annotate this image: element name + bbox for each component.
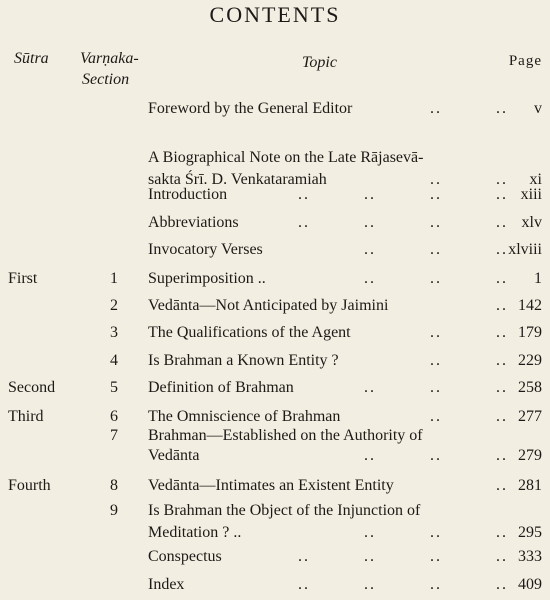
- row-topic: [148, 447, 508, 465]
- row-leader-dots: .. .. .. ..: [298, 548, 508, 565]
- row-sutra: Third: [8, 408, 44, 425]
- header-section: Section: [82, 71, 130, 88]
- row-page-number: 409: [518, 576, 542, 593]
- row-topic: [148, 379, 508, 397]
- row-topic-text: The Qualifications of the Agent: [148, 324, 351, 341]
- row-leader-dots: .. ..: [430, 100, 508, 117]
- header-page: Page: [508, 53, 542, 69]
- row-leader-dots: .. ..: [430, 352, 508, 369]
- row-leader-dots: .. ..: [430, 408, 508, 425]
- row-topic-text: Vedānta—Not Anticipated by Jaimini: [148, 297, 389, 314]
- row-page-number: 258: [518, 379, 542, 396]
- row-topic: [148, 477, 508, 495]
- row-topic: [148, 324, 508, 342]
- row-leader-dots: .. .. .. ..: [298, 186, 508, 203]
- header-sutra: Sūtra: [14, 50, 49, 67]
- row-page-number: xi: [529, 171, 542, 188]
- row-topic-text: Meditation ? ..: [148, 524, 242, 541]
- row-topic-text: Is Brahman the Object of the Injunction of: [148, 502, 421, 519]
- row-topic-text: Vedānta—Intimates an Existent Entity: [148, 477, 394, 494]
- row-page-number: 333: [518, 548, 542, 565]
- row-topic: [148, 214, 508, 232]
- row-leader-dots: .. ..: [430, 324, 508, 341]
- row-topic: [148, 297, 508, 315]
- row-topic-text: Index: [148, 576, 185, 593]
- row-topic: [148, 408, 508, 426]
- row-page-number: xlv: [521, 214, 542, 231]
- row-page-number: 229: [518, 352, 542, 369]
- row-section-number: 1: [110, 270, 118, 287]
- row-leader-dots: ..: [496, 477, 508, 494]
- row-topic-text: Conspectus: [148, 548, 222, 565]
- row-topic: [148, 524, 508, 542]
- row-topic-text: The Omniscience of Brahman: [148, 408, 341, 425]
- row-topic-text: Vedānta: [148, 447, 200, 464]
- row-section-number: 9: [110, 502, 118, 519]
- row-leader-dots: .. .. ..: [364, 379, 508, 396]
- row-section-number: 3: [110, 324, 118, 341]
- row-page-number: 179: [518, 324, 542, 341]
- row-topic: [148, 241, 508, 259]
- row-section-number: 4: [110, 352, 118, 369]
- row-topic-text: Foreword by the General Editor: [148, 100, 353, 117]
- row-topic: [148, 270, 508, 288]
- row-section-number: 8: [110, 477, 118, 494]
- row-leader-dots: .. .. ..: [364, 241, 508, 258]
- row-page-number: v: [534, 100, 542, 117]
- row-topic: [148, 149, 498, 167]
- row-page-number: 295: [518, 524, 542, 541]
- row-sutra: First: [8, 270, 38, 287]
- row-sutra: Fourth: [8, 477, 51, 494]
- row-page-number: 281: [518, 477, 542, 494]
- row-topic-text: Abbreviations: [148, 214, 239, 231]
- row-leader-dots: .. ..: [430, 171, 508, 188]
- row-leader-dots: .. .. ..: [364, 270, 508, 287]
- row-sutra: Second: [8, 379, 56, 396]
- row-section-number: 5: [110, 379, 118, 396]
- header-topic: Topic: [302, 54, 337, 71]
- row-topic-text: sakta Śrī. D. Venkataramiah: [148, 171, 327, 188]
- row-topic-text: Is Brahman a Known Entity ?: [148, 352, 339, 369]
- row-topic-text: Introduction: [148, 186, 228, 203]
- row-page-number: xlviii: [508, 241, 542, 258]
- row-topic-text: Invocatory Verses: [148, 241, 263, 258]
- row-topic: [148, 100, 508, 118]
- row-page-number: 277: [518, 408, 542, 425]
- row-leader-dots: .. .. .. ..: [298, 214, 508, 231]
- row-topic: [148, 352, 508, 370]
- row-topic: [148, 576, 508, 594]
- row-section-number: 2: [110, 297, 118, 314]
- row-topic-text: Definition of Brahman: [148, 379, 294, 396]
- row-leader-dots: .. .. ..: [364, 524, 508, 541]
- row-topic: [148, 502, 498, 520]
- row-topic-text: A Biographical Note on the Late Rājasevā-: [148, 149, 424, 166]
- row-page-number: 1: [534, 270, 542, 287]
- row-leader-dots: .. .. ..: [364, 447, 508, 464]
- row-leader-dots: .. .. .. ..: [298, 576, 508, 593]
- row-topic-text: Superimposition ..: [148, 270, 266, 287]
- header-varnaka: Varṇaka-: [80, 50, 139, 67]
- row-page-number: xiii: [520, 186, 542, 203]
- row-page-number: 279: [518, 447, 542, 464]
- row-section-number: 7: [110, 427, 118, 444]
- row-leader-dots: ..: [496, 297, 508, 314]
- row-topic-text: Brahman—Established on the Authority of: [148, 427, 423, 444]
- row-topic: [148, 186, 508, 204]
- row-page-number: 142: [518, 297, 542, 314]
- row-topic: [148, 427, 498, 445]
- row-topic: [148, 548, 508, 566]
- row-section-number: 6: [110, 408, 118, 425]
- page-title: CONTENTS: [209, 2, 341, 27]
